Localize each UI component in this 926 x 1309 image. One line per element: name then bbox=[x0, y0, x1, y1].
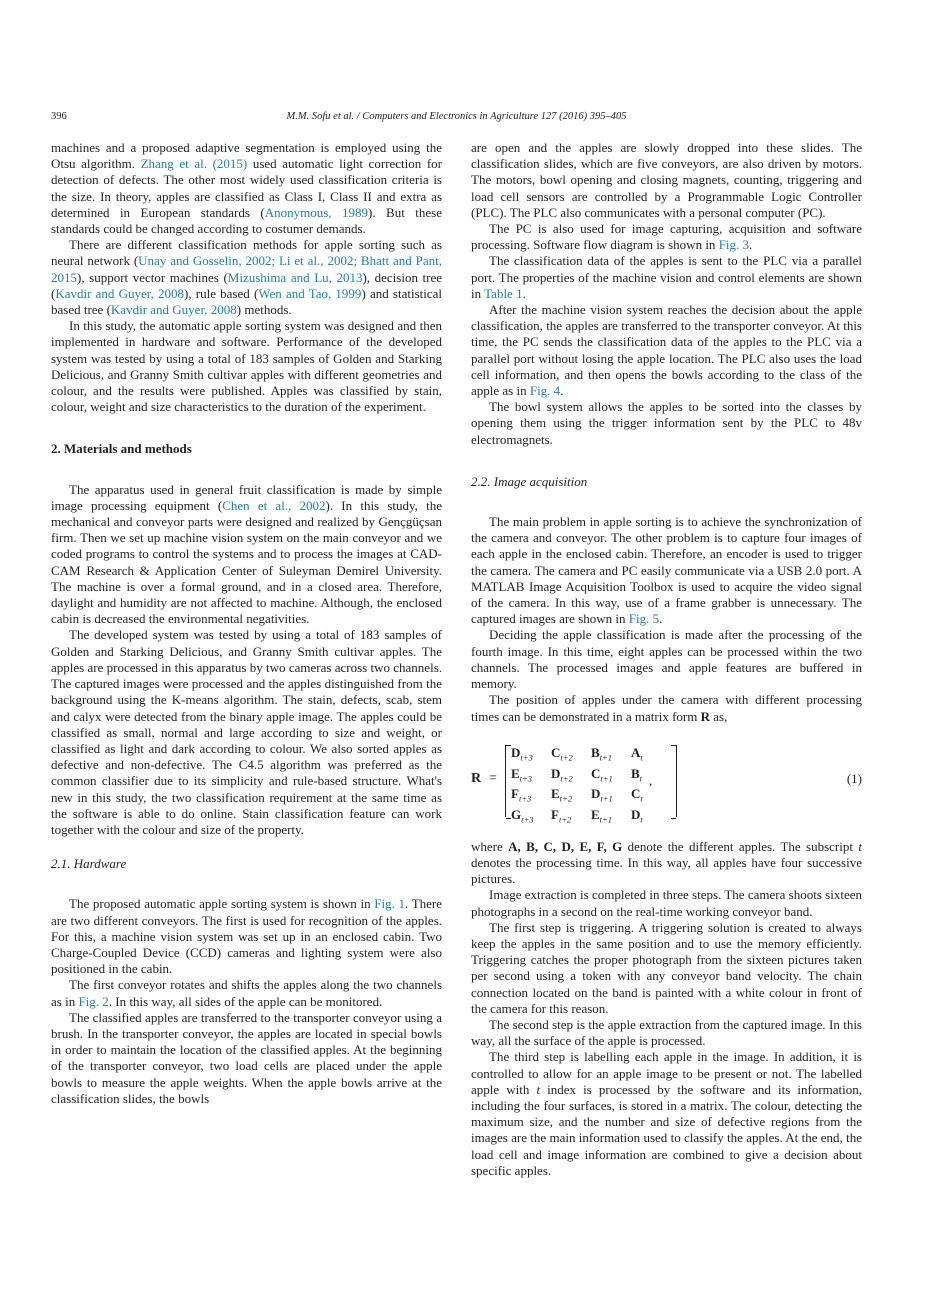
matrix-row bbox=[511, 745, 671, 766]
text: . In this way, all sides of the apple can be monitored. bbox=[108, 993, 383, 1009]
citation-link[interactable]: Zhang et al. (2015) bbox=[140, 156, 248, 172]
equation-number: (1) bbox=[846, 770, 862, 786]
matrix-letter: D bbox=[631, 807, 641, 823]
matrix-letter: D bbox=[551, 765, 561, 781]
text: The main problem in apple sorting is to achieve the synchronization of the camera and conveyor. The other problem is to capture four images of each apple in the enclosed cabin. Therefore, an encoder is used to trigger the camera. The camera and PC easily communicate via a USB 2.0 port. A MATLAB Image Acquisition Toolbox is used to acquire the video signal of the camera. In this way, use of a frame grabber is unnecessary. The captured images are shown in bbox=[471, 514, 862, 627]
figure-link[interactable]: Fig. 3 bbox=[718, 237, 750, 253]
matrix-letter: C bbox=[551, 744, 561, 760]
text: The classification data of the apples is sent to the PLC via a parallel port. The properties of the machine vision and control elements are shown in bbox=[471, 253, 862, 301]
citation-link[interactable]: Anonymous, 1989 bbox=[264, 204, 368, 220]
subsection-heading: 2.1. Hardware bbox=[51, 856, 127, 872]
matrix-row bbox=[511, 807, 671, 828]
text: After the machine vision system reaches the decision about the apple classification, the apples are transferred to the transporter conveyor. At this time, the PC sends the classification data of the apples to the PLC via a parallel port without losing the apple location. The PLC also uses the load cell information, and then opens the bowls according to the class of the apple as in bbox=[471, 302, 862, 399]
matrix-cell bbox=[591, 766, 631, 787]
matrix-subscript: t+1 bbox=[599, 752, 613, 763]
paragraph: Image extraction is completed in three steps. The camera shoots sixteen photographs in a second on the real-time working conveyor band. bbox=[471, 887, 862, 919]
paragraph bbox=[51, 140, 442, 237]
citation-link[interactable]: Kavdir and Guyer, 2008 bbox=[110, 302, 237, 318]
paragraph bbox=[471, 302, 862, 399]
matrix-cell bbox=[551, 807, 591, 828]
text: The position of apples under the camera with different processing times can be demonstrated in a matrix form bbox=[471, 692, 862, 724]
paragraph: The bowl system allows the apples to be sorted into the classes by opening them using the trigger information sent by the PLC to 48v electromagnets. bbox=[471, 399, 862, 447]
citation-link[interactable]: Kavdir and Guyer, 2008 bbox=[55, 285, 184, 301]
subsection-heading: 2.2. Image acquisition bbox=[471, 473, 588, 489]
matrix-letter: G bbox=[511, 807, 522, 823]
paragraph: In this study, the automatic apple sorting system was designed and then implemented in hardware and software. Performance of the developed system was tested by using a total of 183 samples of Golden and Starking Delicious, and Granny Smith cultivar apples with different geometries and colour, and the results were published. Apples was classified by stain, colour, weight and size characteristics to the duration of the experiment. bbox=[51, 318, 442, 415]
equals-sign: = bbox=[489, 770, 497, 786]
text: ), decision tree ( bbox=[51, 269, 442, 301]
text: The third step is labelling each apple in the image. In addition, it is controlled to allow for an apple image to be present or not. The labelled apple with bbox=[471, 1049, 862, 1097]
text: ). In this study, the mechanical and conveyor parts were designed and realized by Gençgüçsan firm. Then we set up machine vision system on the main conveyor and we coded programs to control the systems and to process the images at CAD-CAM Research & Application Center of Suleyman Demirel University. The machine is over a formal ground, and in a closed area. Therefore, daylight and humidity are not affected to machine. Although, the enclosed cabin is decreased the environmental negativities. bbox=[51, 497, 442, 627]
matrix-cell bbox=[511, 786, 551, 807]
text: . There are two different conveyors. The first is used for recognition of the apples. For this, a machine vision system was set up in an enclosed cabin. Two Charge-Coupled Device (CCD) cameras and lighting system were also positioned in the cabin. bbox=[51, 896, 443, 977]
matrix-letter: E bbox=[511, 765, 520, 781]
matrix-subscript: t+2 bbox=[560, 752, 573, 763]
matrix-subscript: t+3 bbox=[519, 773, 533, 784]
figure-link[interactable]: Fig. 1 bbox=[374, 896, 406, 912]
equation-lhs: R bbox=[471, 770, 482, 786]
matrix-cell bbox=[511, 807, 551, 828]
matrix-subscript: t+3 bbox=[518, 793, 532, 804]
matrix-cell bbox=[591, 807, 631, 828]
figure-link[interactable]: Fig. 4 bbox=[529, 383, 561, 399]
matrix-subscript: t bbox=[639, 773, 643, 784]
matrix-cell bbox=[591, 786, 631, 807]
matrix-letter: F bbox=[551, 807, 559, 823]
matrix-subscript: t bbox=[640, 814, 643, 825]
text: machines and a proposed adaptive segmentation is employed using the Otsu algorithm. bbox=[51, 140, 442, 172]
matrix-letter: E bbox=[591, 807, 600, 823]
matrix-letter: D bbox=[591, 786, 601, 802]
matrix-subscript: t bbox=[640, 793, 643, 804]
page-number: 396 bbox=[51, 111, 67, 122]
matrix-subscript: t+2 bbox=[558, 814, 572, 825]
matrix-letter: B bbox=[631, 765, 640, 781]
paragraph bbox=[51, 482, 442, 628]
paragraph: Deciding the apple classification is made after the processing of the fourth image. In this time, eight apples can be processed within the two channels. The processed images and apple features are buffered in memory. bbox=[471, 627, 862, 692]
right-column bbox=[471, 140, 862, 1179]
table-link[interactable]: Table 1 bbox=[484, 285, 523, 301]
paragraph: are open and the apples are slowly dropped into these slides. The classification slides, which are five conveyors, are also driven by motors. The motors, bowl opening and closing magnets, counting, triggering and load cell sensors are controlled by a Programmable Logic Controller (PLC). The PLC also communicates with a personal computer (PC). bbox=[471, 140, 862, 220]
figure-link[interactable]: Fig. 2 bbox=[78, 993, 109, 1009]
paragraph: The first step is triggering. A triggering solution is created to always keep the apples in the same position and to use the memory efficiently. Triggering catches the proper photograph from the sixteen pictures taken per second using a token with any conveyor band velocity. The chain connection located on the band is painted with a white colour in front of the camera for this reason. bbox=[471, 919, 862, 1016]
matrix-symbol: R bbox=[700, 708, 710, 724]
matrix-subscript: t+2 bbox=[559, 793, 573, 804]
paragraph: The classified apples are transferred to the transporter conveyor using a brush. In the transporter conveyor, the apples are located in special bowls in order to maintain the location of the classified apples. At the beginning of the transporter conveyor, two load cells are placed under the apple bowls to measure the apple weights. When the apple bowls arrive at the classification slides, the bowls bbox=[51, 1009, 442, 1106]
citation-link[interactable]: Chen et al., 2002 bbox=[222, 497, 326, 513]
text: ) and statistical based tree ( bbox=[51, 285, 443, 318]
figure-link[interactable]: Fig. 5 bbox=[628, 611, 660, 627]
text: The first conveyor rotates and shifts the apples along the two channels as in bbox=[51, 977, 442, 1009]
matrix-cell bbox=[551, 766, 591, 787]
text: ). But these standards could be changed according to costumer demands. bbox=[51, 204, 442, 237]
section-heading: 2. Materials and methods bbox=[51, 441, 192, 457]
matrix-cell bbox=[631, 786, 671, 807]
matrix-letter: B bbox=[591, 744, 600, 760]
running-title: M.M. Sofu et al. / Computers and Electronics in Agriculture 127 (2016) 395–405 bbox=[286, 111, 627, 122]
text: ) methods. bbox=[236, 302, 292, 318]
matrix-row bbox=[511, 786, 671, 807]
paragraph bbox=[471, 514, 862, 627]
matrix-subscript: t+2 bbox=[560, 773, 573, 784]
text: as, bbox=[710, 708, 728, 724]
equation-comma: , bbox=[649, 772, 653, 788]
paragraph bbox=[471, 1049, 862, 1179]
paragraph: The second step is the apple extraction from the captured image. In this way, all the surface of the apple is processed. bbox=[471, 1016, 862, 1049]
citation-link[interactable]: Wen and Tao, 1999 bbox=[258, 285, 362, 301]
matrix-cell bbox=[511, 745, 551, 766]
paragraph bbox=[51, 896, 442, 977]
matrix-subscript: t+1 bbox=[600, 773, 613, 784]
paragraph bbox=[471, 253, 862, 302]
matrix-cell bbox=[631, 745, 671, 766]
paragraph bbox=[471, 692, 862, 724]
text: The PC is also used for image capturing, acquisition and software processing. Software flow diagram is shown in bbox=[471, 221, 862, 253]
matrix-subscript: t+1 bbox=[599, 814, 613, 825]
matrix-letter: C bbox=[631, 786, 641, 802]
matrix-letter: A bbox=[631, 744, 641, 760]
subscript-symbol: t bbox=[858, 838, 862, 854]
matrix-letter: F bbox=[511, 786, 519, 802]
text: . bbox=[522, 285, 526, 301]
text: There are different classification methods for apple sorting such as neural network ( bbox=[51, 237, 442, 269]
paragraph bbox=[471, 221, 862, 253]
matrix-subscript: t+3 bbox=[521, 814, 534, 825]
paragraph bbox=[471, 839, 862, 888]
text: . bbox=[560, 383, 564, 399]
matrix-cell bbox=[511, 766, 551, 787]
paragraph: The developed system was tested by using a total of 183 samples of Golden and Starking Delicious, and Granny Smith cultivar apples. The apples are processed in this apparatus by two cameras across two channels. The captured images were processed and the apples distinguished from the background using the K-means algorithm. The stain, defects, scab, stem and calyx were detected from the binary apple image. The apples could be classified as small, normal and large according to size and weight, or classified as light and dark according to colour. We also sorted apples as defective and non-defective. The C4.5 algorithm was preferred as the common classifier due to its simplicity and rule-based structure. What's new in this study, the two classification requirement at the same time as the software is able to do online. Stain classification feature can work together with the colour and size of the property. bbox=[51, 627, 442, 837]
left-column bbox=[51, 140, 442, 1107]
matrix-row bbox=[511, 766, 671, 787]
text: denote the different apples. The subscript bbox=[622, 838, 859, 854]
paragraph bbox=[51, 237, 442, 318]
matrix-cell bbox=[591, 745, 631, 766]
index-symbol: t bbox=[536, 1081, 541, 1097]
matrix-subscript: t+3 bbox=[520, 752, 533, 763]
matrix-letter: E bbox=[551, 786, 560, 802]
matrix-table bbox=[511, 745, 671, 828]
text: . bbox=[749, 237, 753, 253]
citation-link[interactable]: Mizushima and Lu, 2013 bbox=[227, 269, 363, 285]
matrix-cell bbox=[631, 807, 671, 828]
text: used automatic light correction for detection of defects. The other most widely used classification criteria is the size. In theory, apples are classified as Class I, Class II and extra as determined in European standards ( bbox=[51, 156, 443, 220]
equation-1 bbox=[471, 745, 862, 827]
text: . bbox=[659, 611, 663, 627]
matrix-letter: D bbox=[511, 744, 521, 760]
text: The proposed automatic apple sorting system is shown in bbox=[69, 896, 375, 912]
matrix-subscript: t bbox=[640, 752, 643, 763]
text: ), rule based ( bbox=[184, 285, 259, 301]
text: denotes the processing time. In this way, all apples have four successive pictures. bbox=[471, 854, 862, 887]
matrix-subscript: t+1 bbox=[600, 793, 613, 804]
text: where bbox=[471, 838, 509, 854]
matrix-cell bbox=[551, 786, 591, 807]
matrix-cell bbox=[551, 745, 591, 766]
matrix-letter: C bbox=[591, 765, 601, 781]
text: index is processed by the software and its information, including the four surfaces, is stored in a matrix. The colour, detecting the maximum size, and the number and size of defective regions from the images are the main information used to classify the apples. At the end, the load cell and image information are combined to give a decision about specific apples. bbox=[471, 1081, 862, 1178]
citation-link[interactable]: Unay and Gosselin, 2002; Li et al., 2002; Bhatt and Pant, 2015 bbox=[51, 253, 442, 285]
text: ), support vector machines ( bbox=[77, 269, 228, 285]
apple-symbols: A, B, C, D, E, F, G bbox=[508, 838, 623, 854]
paragraph bbox=[51, 977, 442, 1009]
text: The apparatus used in general fruit classification is made by simple image processing equipment ( bbox=[51, 481, 442, 513]
